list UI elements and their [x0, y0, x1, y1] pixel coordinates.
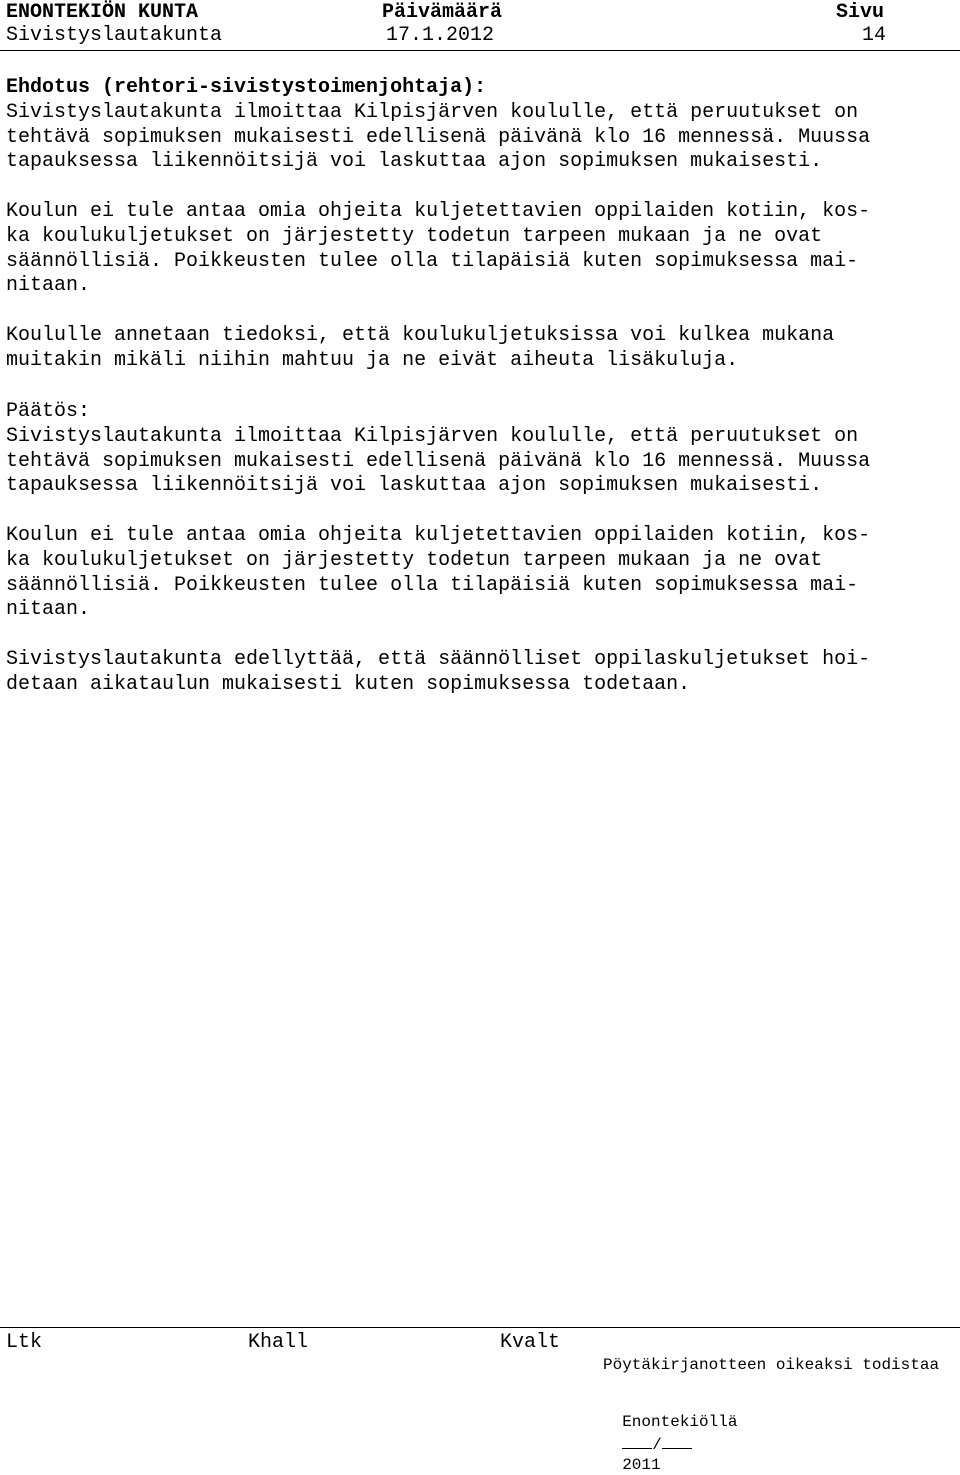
footer-place: Enontekiöllä [622, 1413, 738, 1431]
meeting-date: 17.1.2012 [386, 24, 495, 47]
text-line: säännöllisiä. Poikkeusten tulee olla tilapäisiä kuten sopimuksessa mai- [6, 249, 859, 273]
text-line: Sivistyslautakunta edellyttää, että säännölliset oppilaskuljetukset hoi- [6, 647, 871, 671]
text-line: Koululle annetaan tiedoksi, että koulukuljetuksissa voi kulkea mukana [6, 323, 835, 347]
header-divider [0, 50, 960, 51]
decision-paragraph-2 [6, 524, 956, 623]
footer-signature-line [603, 1392, 737, 1475]
text-line: tapauksessa liikennöitsijä voi laskuttaa ajon sopimuksen mukaisesti. [6, 474, 823, 498]
text-line: ka koulukuljetukset on järjestetty todetun tarpeen mukaan ja ne ovat [6, 548, 823, 572]
footer-divider [0, 1327, 960, 1328]
month-blank [662, 1432, 692, 1449]
footer-kvalt: Kvalt [500, 1331, 561, 1354]
page-label: Sivu [836, 1, 885, 24]
footer-certify: Pöytäkirjanotteen oikeaksi todistaa [603, 1356, 940, 1374]
text-line: nitaan. [6, 598, 91, 622]
text-line: muitakin mikäli niihin mahtuu ja ne eivät aiheuta lisäkuluja. [6, 348, 739, 372]
proposal-heading: Ehdotus (rehtori-sivistystoimenjohtaja): [6, 76, 487, 99]
decision-paragraph-1 [6, 425, 956, 499]
text-line: tehtävä sopimuksen mukaisesti edellisenä päivänä klo 16 mennessä. Muussa [6, 449, 871, 473]
text-line: säännöllisiä. Poikkeusten tulee olla tilapäisiä kuten sopimuksessa mai- [6, 573, 859, 597]
decision-heading: Päätös: [6, 400, 91, 423]
footer-year: 2011 [622, 1456, 661, 1474]
header-row-2 [0, 23, 960, 49]
text-line: ka koulukuljetukset on järjestetty todetun tarpeen mukaan ja ne ovat [6, 224, 823, 248]
proposal-paragraph-2 [6, 200, 956, 299]
proposal-paragraph-3 [6, 324, 956, 374]
text-line: Koulun ei tule antaa omia ohjeita kuljetettavien oppilaiden kotiin, kos- [6, 199, 871, 223]
text-line: tapauksessa liikennöitsijä voi laskuttaa ajon sopimuksen mukaisesti. [6, 150, 823, 174]
date-label: Päivämäärä [382, 1, 503, 24]
body-name: Sivistyslautakunta [6, 24, 223, 47]
text-line: Sivistyslautakunta ilmoittaa Kilpisjärven koululle, että peruutukset on [6, 100, 859, 124]
text-line: tehtävä sopimuksen mukaisesti edellisenä päivänä klo 16 mennessä. Muussa [6, 125, 871, 149]
proposal-paragraph-1 [6, 101, 956, 175]
proposal-section [6, 76, 956, 374]
text-line: Koulun ei tule antaa omia ohjeita kuljetettavien oppilaiden kotiin, kos- [6, 523, 871, 547]
text-line: detaan aikataulun mukaisesti kuten sopimuksessa todetaan. [6, 672, 691, 696]
page-number: 14 [862, 24, 887, 47]
text-line: Sivistyslautakunta ilmoittaa Kilpisjärven koululle, että peruutukset on [6, 424, 859, 448]
day-blank [622, 1432, 652, 1449]
decision-section [6, 400, 956, 698]
text-line: nitaan. [6, 274, 91, 298]
footer-khall: Khall [248, 1331, 309, 1354]
footer-slash: / [652, 1436, 662, 1454]
footer-ltk: Ltk [6, 1331, 43, 1354]
municipality-name: ENONTEKIÖN KUNTA [6, 1, 199, 24]
decision-paragraph-3 [6, 648, 956, 698]
